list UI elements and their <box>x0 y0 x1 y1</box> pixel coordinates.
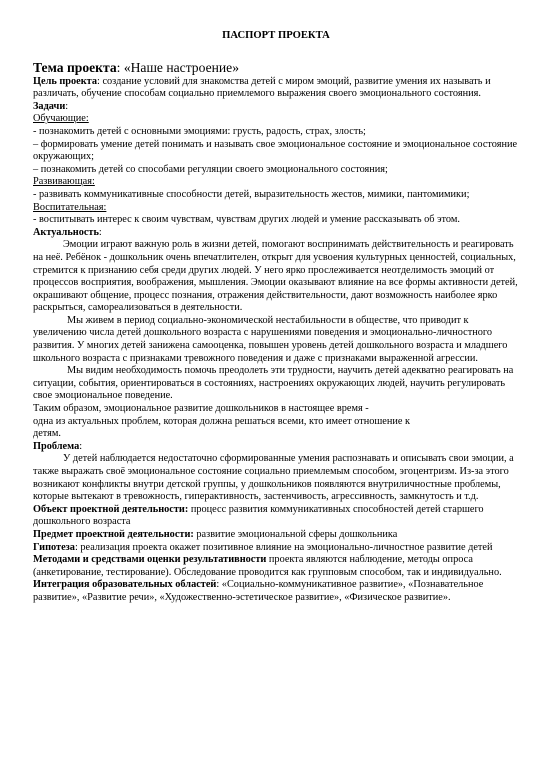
project-topic <box>33 60 519 76</box>
topic-value: : «Наше настроение» <box>116 59 239 75</box>
problem-text: У детей наблюдается недостаточно сформированные умения распознавать и описывать свои эмоции, а также выражать своё эмоциональное состояние социально приемлемым способом, эгоцентризм. Из-за этого возникают конфликты внутри детской группы, у дошкольников появляются внутриличностные проблемы, которые вытекают в тревожность, гиперактивность, застенчивость, агрессивность, замкнутость и т.д. <box>33 453 514 503</box>
areas-integration <box>33 579 519 604</box>
project-hypothesis <box>33 542 519 555</box>
tasks-heading <box>33 101 519 114</box>
goal-label: Цель проекта <box>33 75 98 87</box>
project-subject <box>33 529 519 542</box>
tasks-colon: : <box>65 100 69 112</box>
project-goal <box>33 76 519 101</box>
object-text: процесс развития коммуникативных способностей детей старшего дошкольного возраста <box>33 503 484 528</box>
upbringing-task-label: Воспитательная: <box>33 201 107 213</box>
educational-task-item: – формировать умение детей понимать и называть свое эмоциональное состояние и эмоциональное состояние окружающих; <box>33 138 518 163</box>
educational-task-item: – познакомить детей со способами регуляции своего эмоционального состояния; <box>33 163 388 175</box>
relevance-conclusion-line: одна из актуальных проблем, которая должна решаться всеми, кто имеет отношение к <box>33 415 411 427</box>
hypothesis-label: Гипотеза <box>33 541 75 553</box>
document-title: ПАСПОРТ ПРОЕКТА <box>222 30 330 41</box>
relevance-label: Актуальность <box>33 226 99 238</box>
hypothesis-text: : реализация проекта окажет позитивное влияние на эмоционально-личностное развитие детей <box>74 541 493 553</box>
topic-label: Тема проекта <box>33 59 117 75</box>
developing-task-label: Развивающая: <box>33 176 95 188</box>
object-label: Объект проектной деятельности: <box>33 503 189 515</box>
relevance-paragraph: Мы видим необходимость помочь преодолеть эти трудности, научить детей адекватно реагировать на ситуации, события, ориентироваться в состояниях, настроениях окружающих людей, научить регулировать свое эмоциональное поведение. <box>33 365 514 402</box>
relevance-heading <box>33 227 519 240</box>
relevance-conclusion-line: детям. <box>33 428 61 440</box>
relevance-colon: : <box>98 226 102 238</box>
relevance-paragraph: Эмоции играют важную роль в жизни детей, помогают воспринимать действительность и реагировать на неё. Ребёнок - дошкольник очень впечатлителен, открыт для усвоения культурных ценностей, социальных, стремится к признанию себя среди других людей. У него ярко прослеживается неотделимость эмоций от процессов восприятия, воображения, мышления. Эмоции оказывают влияние на все формы активности детей, окрашивают общение, процесс познания, отражения действительности, дают возможность наиболее ярко раскрыться, самореализоваться в деятельности. <box>33 239 518 314</box>
integration-label: Интеграция образовательных областей <box>33 579 217 591</box>
developing-task-item: - развивать коммуникативные способности детей, выразительность жестов, мимики, пантомимики; <box>33 188 470 200</box>
tasks-label: Задачи <box>33 100 66 112</box>
evaluation-methods <box>33 554 519 579</box>
educational-task-item: - познакомить детей с основными эмоциями: грусть, радость, страх, злость; <box>33 125 366 137</box>
methods-label: Методами и средствами оценки результативности <box>33 554 267 566</box>
upbringing-task-item: - воспитывать интерес к своим чувствам, чувствам других людей и умение рассказывать об этом. <box>33 214 460 226</box>
subject-text: развитие эмоциональной сферы дошкольника <box>193 528 398 540</box>
problem-heading <box>33 441 519 454</box>
methods-text: проекта являются наблюдение, методы опроса (анкетирование, тестирование). Обследование проводится как групповым способом, так и индивидуально. <box>33 554 502 578</box>
project-object <box>33 504 519 529</box>
problem-label: Проблема <box>33 440 80 452</box>
relevance-conclusion-line: Таким образом, эмоциональное развитие дошкольников в настоящее время - <box>33 403 369 415</box>
subject-label: Предмет проектной деятельности: <box>33 528 194 540</box>
educational-tasks-label: Обучающие: <box>33 113 89 125</box>
problem-colon: : <box>79 440 83 452</box>
goal-text: : создание условий для знакомства детей с миром эмоций, развитие умения их называть и различать, обучение способам социально приемлемого выражения своего эмоционального состояния. <box>33 75 491 100</box>
integration-text: : «Социально-коммуникативное развитие», «Познавательное развитие», «Развитие речи», «Художественно-эстетическое развитие», «Физическое развитие». <box>33 579 484 603</box>
relevance-paragraph: Мы живем в период социально-экономической нестабильности в обществе, что приводит к увеличению числа детей дошкольного возраста с нарушениями поведения и эмоционально-личностного развития. У многих детей занижена самооценка, повышен уровень детей дошкольного возраста и младшего школьного возраста с признаками тревожного поведения и даже с признаками выраженной агрессии. <box>33 314 508 364</box>
